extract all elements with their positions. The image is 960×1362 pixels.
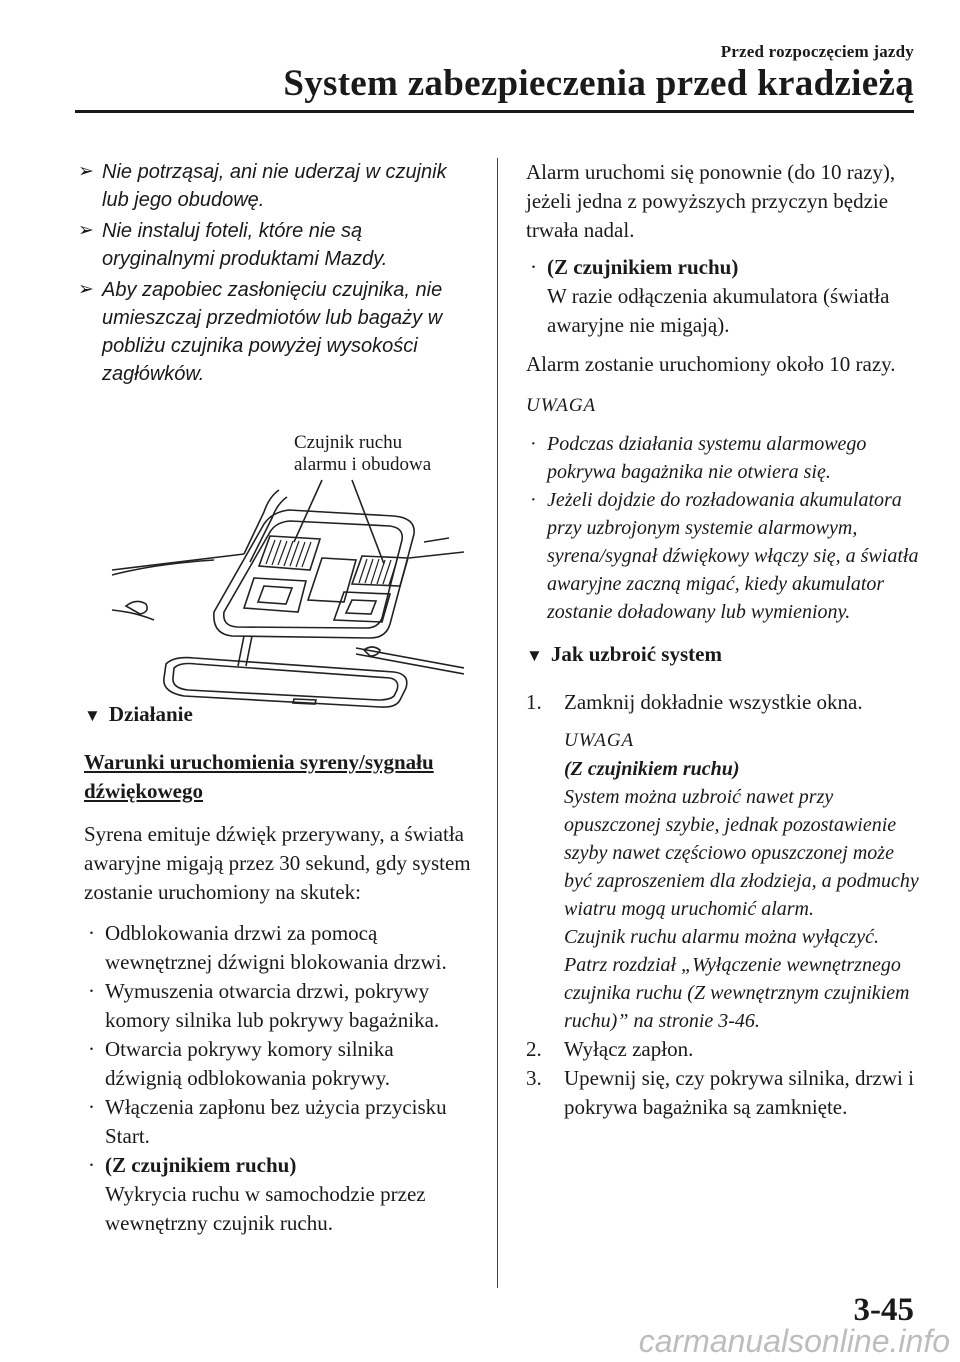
footer-watermark: carmanualsonline.info bbox=[638, 1323, 950, 1359]
paragraph: Alarm uruchomi się ponownie (do 10 razy), jeżeli jedna z powyższych przyczyn będzie trwała nadal. bbox=[526, 160, 896, 242]
step-item: 3. Upewnij się, czy pokrywa silnika, drzwi i pokrywa bagażnika są zamknięte. bbox=[526, 1066, 914, 1119]
note-label: UWAGA bbox=[526, 395, 597, 416]
list-item: · Odblokowania drzwi za pomocą wewnętrznej dźwigni blokowania drzwi. bbox=[88, 921, 447, 974]
subheading: Warunki uruchomienia syreny/sygnału dźwiękowego bbox=[84, 750, 434, 803]
warning-item: ➢ Aby zapobiec zasłonięciu czujnika, nie umieszczaj przedmiotów lub bagaży w pobliżu czujnika powyżej wysokości zagłówków. bbox=[84, 276, 474, 388]
arrow-icon: ➢ bbox=[78, 161, 94, 182]
list-item: · (Z czujnikiem ruchu) W razie odłączenia akumulatora (światła awaryjne nie migają). bbox=[530, 255, 890, 337]
page-number: 3-45 bbox=[853, 1292, 914, 1328]
warning-list bbox=[78, 158, 474, 388]
list-item: · Wymuszenia otwarcia drzwi, pokrywy komory silnika lub pokrywy bagażnika. bbox=[88, 979, 440, 1032]
note-item: · Jeżeli dojdzie do rozładowania akumulatora przy uzbrojonym systemie alarmowym, syrena/sygnał dźwiękowy włączy się, a światła awaryjne zaczną migać, kiedy akumulator zostanie doładowany lub wymieniony. bbox=[530, 489, 919, 623]
step-note-label: UWAGA bbox=[564, 730, 635, 751]
list-item: · (Z czujnikiem ruchu) Wykrycia ruchu w samochodzie przez wewnętrzny czujnik ruchu. bbox=[88, 1153, 426, 1235]
figure-callout: Czujnik ruchu alarmu i obudowa bbox=[294, 432, 432, 475]
triangle-down-icon: ▼ bbox=[84, 706, 101, 725]
step-item: 2. Wyłącz zapłon. bbox=[526, 1037, 694, 1061]
list-item: · Otwarcia pokrywy komory silnika dźwignią odblokowania pokrywy. bbox=[88, 1037, 394, 1090]
warning-item: ➢ Nie instaluj foteli, które nie są oryginalnymi produktami Mazdy. bbox=[84, 217, 474, 273]
note-item: · Podczas działania systemu alarmowego pokrywa bagażnika nie otwiera się. bbox=[530, 433, 867, 483]
paragraph: Alarm zostanie uruchomiony około 10 razy. bbox=[526, 352, 896, 376]
sensor-illustration bbox=[94, 432, 464, 692]
step-note bbox=[526, 727, 921, 1035]
arrow-icon: ➢ bbox=[78, 279, 94, 300]
right-column bbox=[526, 158, 921, 1122]
section-heading-dzialanie: ▼ Działanie bbox=[84, 702, 193, 726]
arrow-icon: ➢ bbox=[78, 220, 94, 241]
warning-item: ➢ Nie potrząsaj, ani nie uderzaj w czujnik lub jego obudowę. bbox=[84, 158, 474, 214]
step-note-text-2: Czujnik ruchu alarmu można wyłączyć. Patrz rozdział „Wyłączenie wewnętrznego czujnika ruchu (Z wewnętrznym czujnikiem ruchu)” na stronie 3-46. bbox=[564, 926, 910, 1032]
step-item: 1. Zamknij dokładnie wszystkie okna. bbox=[526, 690, 863, 714]
section-heading-uzbrajanie: ▼ Jak uzbroić system bbox=[526, 642, 722, 666]
chapter-title: Przed rozpoczęciem jazdy bbox=[720, 42, 914, 61]
header-rule bbox=[75, 110, 914, 113]
triangle-down-icon: ▼ bbox=[526, 646, 543, 665]
overhead-console-drawing bbox=[94, 452, 464, 712]
intro-paragraph: Syrena emituje dźwięk przerywany, a światła awaryjne migają przez 30 sekund, gdy system zostanie uruchomiony na skutek: bbox=[84, 822, 471, 904]
step-note-subtitle: (Z czujnikiem ruchu) bbox=[564, 758, 740, 780]
trigger-list bbox=[84, 919, 474, 1238]
list-item: · Włączenia zapłonu bez użycia przycisku Start. bbox=[88, 1095, 447, 1148]
step-note-text: System można uzbroić nawet przy opuszczonej szybie, jednak pozostawienie szyby nawet częściowo opuszczonej może być zaproszeniem dla złodzieja, a podmuchy wiatru mogą uruchomić alarm. bbox=[564, 786, 919, 920]
note-list bbox=[526, 430, 921, 626]
page-title: System zabezpieczenia przed kradzieżą bbox=[283, 63, 914, 104]
column-divider bbox=[497, 158, 498, 1288]
left-column bbox=[78, 158, 474, 1238]
